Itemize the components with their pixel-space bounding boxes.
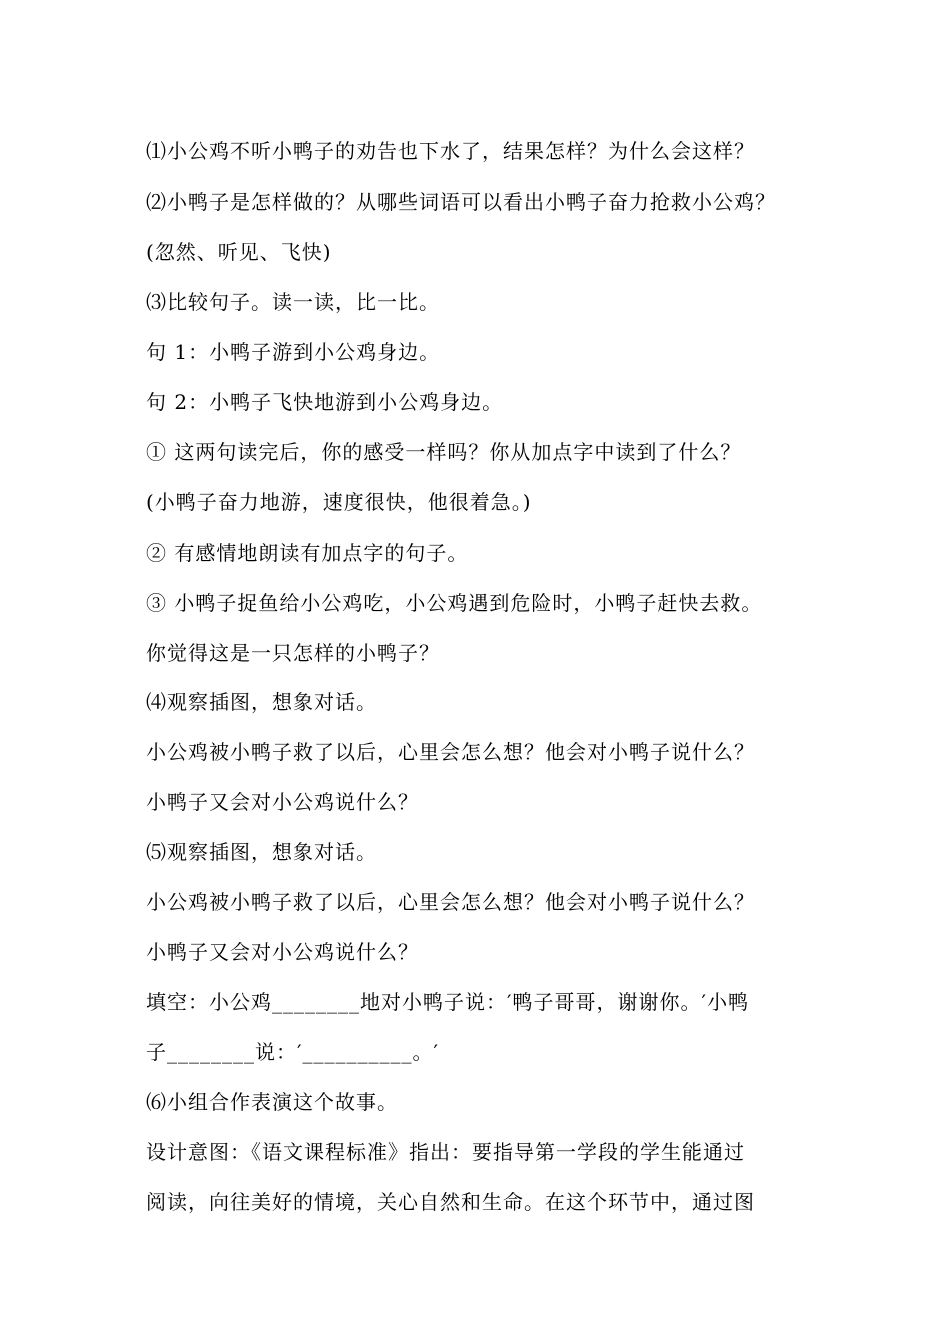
design-intent-line: 设计意图：《语文课程标准》指出：要指导第一学段的学生能通过 (146, 1140, 745, 1164)
sentence-2-line: 句 2：小鸭子飞快地游到小公鸡身边。 (146, 390, 504, 414)
question-5-text-line: 小公鸡被小鸭子救了以后，心里会怎么想？他会对小鸭子说什么？ (146, 890, 755, 914)
hint-words-line: (忽然、听见、飞快) (146, 240, 332, 264)
design-intent-cont-line: 阅读，向往美好的情境，关心自然和生命。在这个环节中，通过图 (146, 1190, 755, 1214)
answer-note-line: (小鸭子奋力地游，速度很快，他很着急。) (146, 490, 532, 514)
question-5-line: ⑸观察插图，想象对话。 (146, 840, 377, 864)
question-4-text-cont-line: 小鸭子又会对小公鸡说什么？ (146, 790, 419, 814)
sub-question-3-line: ③ 小鸭子捉鱼给小公鸡吃，小公鸡遇到危险时，小鸭子赶快去救。 (146, 591, 763, 615)
fill-blank-line: 填空：小公鸡________地对小鸭子说：′鸭子哥哥，谢谢你。′小鸭 (146, 990, 750, 1014)
question-4-line: ⑷观察插图，想象对话。 (146, 690, 377, 714)
question-4-text-line: 小公鸡被小鸭子救了以后，心里会怎么想？他会对小鸭子说什么？ (146, 740, 755, 764)
question-3-line: ⑶比较句子。读一读，比一比。 (146, 290, 440, 314)
question-5-text-cont-line: 小鸭子又会对小公鸡说什么？ (146, 940, 419, 964)
question-6-line: ⑹小组合作表演这个故事。 (146, 1090, 398, 1114)
sentence-1-line: 句 1：小鸭子游到小公鸡身边。 (146, 340, 441, 364)
question-2-line: ⑵小鸭子是怎样做的？从哪些词语可以看出小鸭子奋力抢救小公鸡？ (146, 190, 776, 214)
sub-question-3-cont-line: 你觉得这是一只怎样的小鸭子？ (146, 641, 440, 665)
sub-question-1-line: ① 这两句读完后，你的感受一样吗？你从加点字中读到了什么？ (146, 440, 742, 464)
fill-blank-cont-line: 子________说：′__________。′ (146, 1040, 440, 1064)
question-1-line: ⑴小公鸡不听小鸭子的劝告也下水了，结果怎样？为什么会这样？ (146, 139, 755, 163)
sub-question-2-line: ② 有感情地朗读有加点字的句子。 (146, 541, 469, 565)
